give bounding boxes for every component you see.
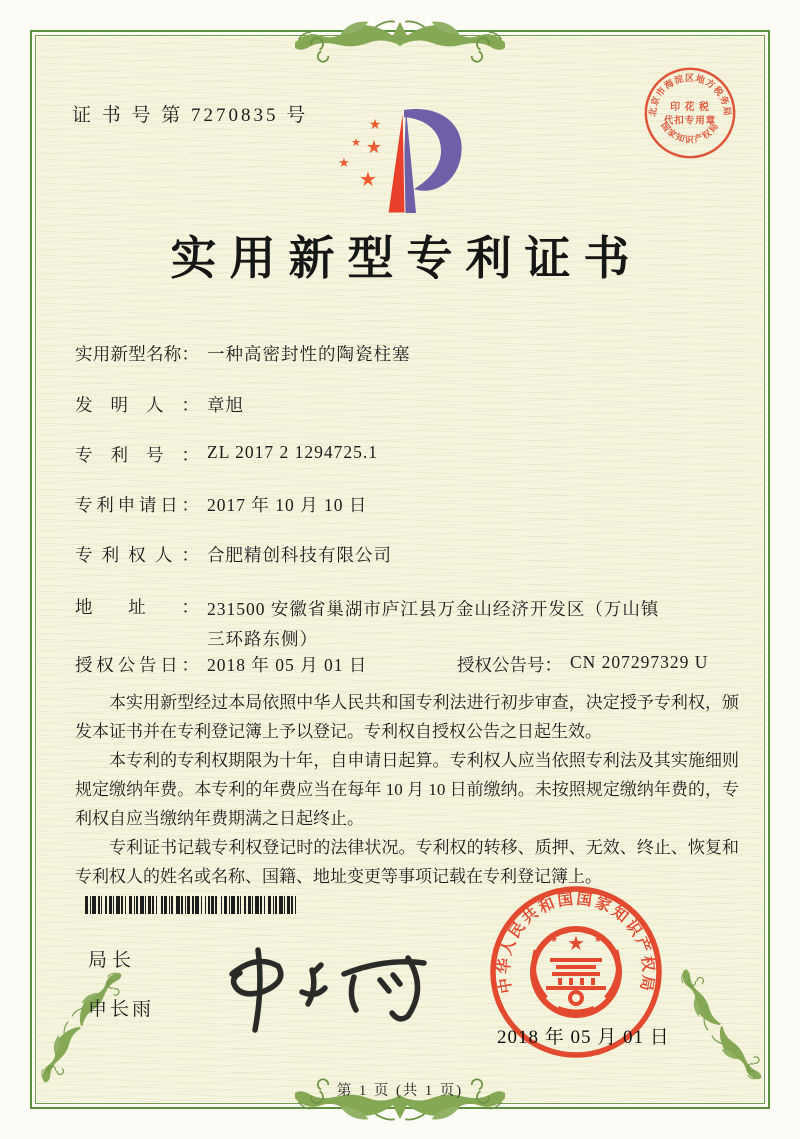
svg-text:★: ★ <box>365 137 383 157</box>
field-grant-row <box>75 652 740 677</box>
field-label: 实用新型名称： <box>75 344 199 364</box>
national-emblem <box>533 926 619 1015</box>
seal-date: 2018 年 05 月 01 日 <box>497 1027 670 1048</box>
logo-spike-red <box>388 108 405 213</box>
field-patent-number <box>75 442 378 467</box>
top-center-flourish-ornament <box>278 13 522 69</box>
field-address <box>75 594 717 654</box>
field-label: 专利号： <box>75 445 199 465</box>
legal-paragraph-2: 本专利的专利权期限为十年，自申请日起算。专利权人应当依照专利法及其实施细则规定缴纳年费。本专利的年费应当在每年 10 月 10 日前缴纳。未按照规定缴纳年费的，专利权自应当缴纳年费期满之日起终止。 <box>75 751 739 828</box>
field-grant-number <box>457 652 708 677</box>
svg-text:★: ★ <box>567 933 585 955</box>
field-label: 专利申请日： <box>75 495 199 515</box>
stamp-center-line1: 印 花 税 <box>670 102 710 114</box>
field-filing-date <box>75 492 367 517</box>
svg-text:★: ★ <box>368 118 382 133</box>
field-utility-model-name <box>75 341 411 366</box>
field-value: 一种高密封性的陶瓷柱塞 <box>207 344 411 364</box>
legal-paragraph-1: 本实用新型经过本局依照中华人民共和国专利法进行初步审查，决定授予专利权，颁发本证书并在专利登记簿上予以登记。专利权自授权公告之日起生效。 <box>75 693 739 741</box>
cnipa-logo <box>330 100 490 220</box>
signer-block <box>88 945 154 1021</box>
page-footer: 第 1 页 (共 1 页) <box>336 1083 464 1099</box>
tax-office-stamp <box>633 56 747 170</box>
field-label: 发明人： <box>75 395 199 415</box>
field-label: 地址： <box>75 597 199 617</box>
field-label: 授权公告号： <box>457 655 562 675</box>
svg-text:★: ★ <box>582 926 592 936</box>
address-line1: 231500 安徽省巢湖市庐江县万金山经济开发区（万山镇 <box>207 599 660 619</box>
svg-text:★: ★ <box>549 934 559 944</box>
svg-text:★: ★ <box>351 137 361 149</box>
field-label: 授权公告日： <box>75 655 199 675</box>
signer-title: 局长 <box>88 950 137 971</box>
field-value <box>207 594 717 654</box>
field-label: 专利权人： <box>75 545 199 565</box>
field-patentee <box>75 542 392 567</box>
field-inventor <box>75 392 244 417</box>
certificate-barcode <box>85 896 299 914</box>
field-value: CN 207297329 U <box>570 652 709 672</box>
stamp-center-line2: 代扣专用章 <box>663 116 717 127</box>
certificate-number: 证 书 号 第 7270835 号 <box>72 105 309 126</box>
field-value: 2018 年 05 月 01 日 <box>207 655 368 675</box>
svg-text:★: ★ <box>560 926 570 936</box>
stamp-arc-top-text: 北京市海淀区地方税务局 <box>647 72 733 117</box>
stamp-arc-bottom-text: 国家知识产权局 <box>659 120 721 145</box>
svg-text:★: ★ <box>359 169 377 191</box>
field-value: 2017 年 10 月 10 日 <box>207 495 368 515</box>
signer-name: 申长雨 <box>88 999 155 1020</box>
logo-stars <box>338 118 382 191</box>
field-value: 章旭 <box>207 395 244 415</box>
legal-paragraph-3: 专利证书记载专利权登记时的法律状况。专利权的转移、质押、无效、终止、恢复和专利权人的姓名或名称、国籍、地址变更等事项记载在专利登记簿上。 <box>75 838 739 886</box>
seal-ring-text: 中华人民共和国国家知识产权局 <box>495 890 657 995</box>
director-signature <box>196 930 466 1045</box>
field-value: ZL 2017 2 1294725.1 <box>207 442 378 462</box>
certificate-title: 实用新型专利证书 <box>170 233 643 284</box>
svg-text:★: ★ <box>338 155 350 170</box>
field-value: 合肥精创科技有限公司 <box>207 545 392 565</box>
svg-text:★: ★ <box>593 934 603 944</box>
address-line2: 三环路东侧） <box>207 629 318 649</box>
legal-text-block <box>75 688 739 891</box>
